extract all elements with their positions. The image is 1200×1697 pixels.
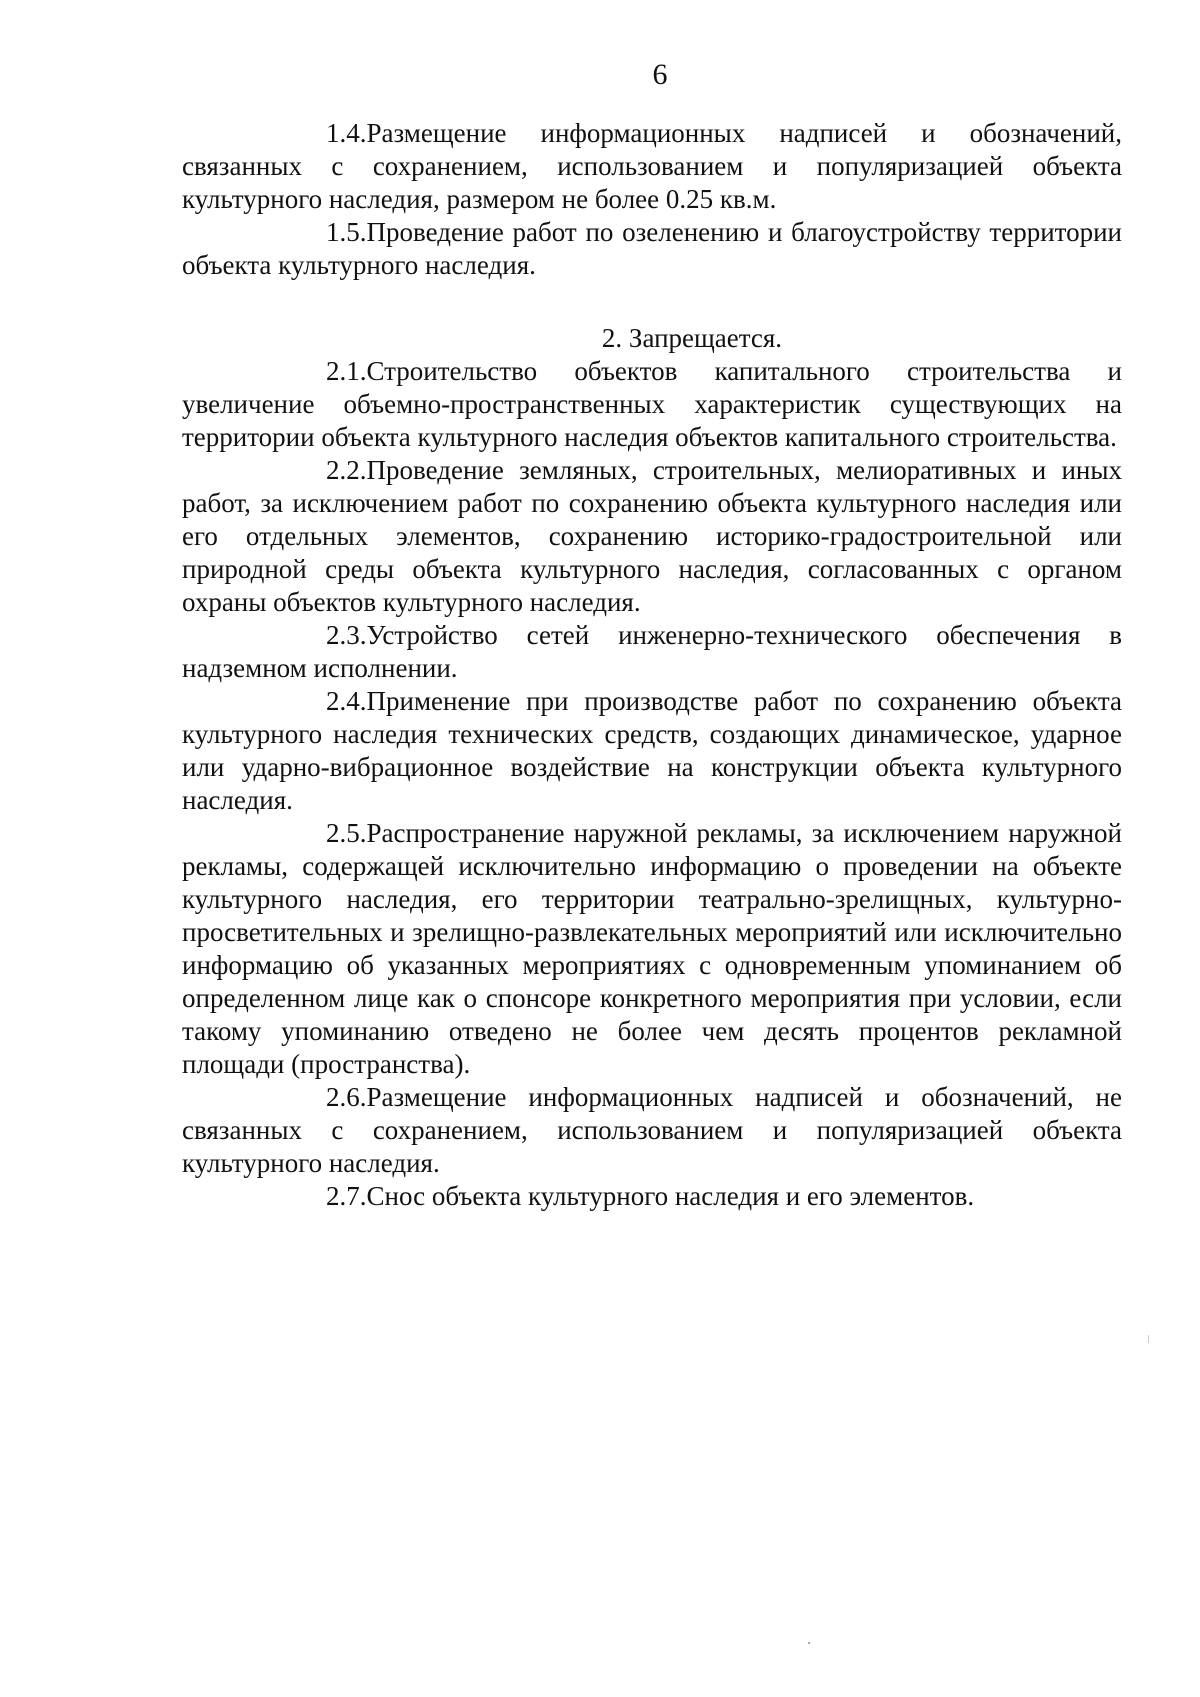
clause-number: 2.2. [326,455,367,485]
clause-text: Применение при производстве работ по сохранению объекта культурного наследия технических средств, создающих динамическое, ударное или ударно-вибрационное воздействие на конструкции объекта культурного наследия. [182,686,1122,815]
clause-text: Размещение информационных надписей и обозначений, связанных с сохранением, использованием и популяризацией объекта культурного наследия, размером не более 0.25 кв.м. [182,118,1122,214]
clause-2-1 [182,355,1122,454]
document-body [182,117,1122,1213]
clause-text: Устройство сетей инженерно-технического обеспечения в надземном исполнении. [182,620,1122,683]
clause-1-4 [182,117,1122,216]
clause-text: Распространение наружной рекламы, за исключением наружной рекламы, содержащей исключительно информацию о проведении на объекте культурного наследия, его территории театрально-зрелищных, культурно-просветительных и зрелищно-развлекательных мероприятий или исключительно информацию об указанных мероприятиях с одновременным упоминанием об определенном лице как о спонсоре конкретного мероприятия при условии, если такому упоминанию отведено не более чем десять процентов рекламной площади (пространства). [182,818,1122,1079]
clause-number: 2.3. [326,620,367,650]
clause-text: Снос объекта культурного наследия и его элементов. [366,1181,975,1211]
clause-text: Размещение информационных надписей и обозначений, не связанных с сохранением, использованием и популяризацией объекта культурного наследия. [182,1082,1122,1178]
clause-number: 2.1. [326,356,367,386]
clause-number: 1.4. [326,118,367,148]
section-heading-prohibited: 2. Запрещается. [601,323,783,353]
scan-speck [808,1642,810,1644]
clause-text: Проведение работ по озеленению и благоустройству территории объекта культурного наследия. [182,217,1122,280]
clause-number: 1.5. [326,217,367,247]
clause-2-2 [182,454,1122,619]
page-number: 6 [652,58,668,91]
clause-2-7 [182,1180,1122,1213]
clause-number: 2.6. [326,1082,367,1112]
clause-2-3 [182,619,1122,685]
clause-text: Проведение земляных, строительных, мелиоративных и иных работ, за исключением работ по сохранению объекта культурного наследия или его отдельных элементов, сохранению историко-градостроительной или природной среды объекта культурного наследия, согласованных с органом охраны объектов культурного наследия. [182,455,1122,617]
clause-2-5 [182,817,1122,1081]
clause-1-5 [182,216,1122,282]
clause-2-6 [182,1081,1122,1180]
clause-number: 2.5. [326,818,367,848]
clause-2-4 [182,685,1122,817]
clause-text: Строительство объектов капитального строительства и увеличение объемно-пространственных характеристик существующих на территории объекта культурного наследия объектов капитального строительства. [182,356,1122,452]
scan-speck [1148,1335,1149,1343]
clause-number: 2.7. [326,1181,367,1211]
clause-number: 2.4. [326,686,367,716]
